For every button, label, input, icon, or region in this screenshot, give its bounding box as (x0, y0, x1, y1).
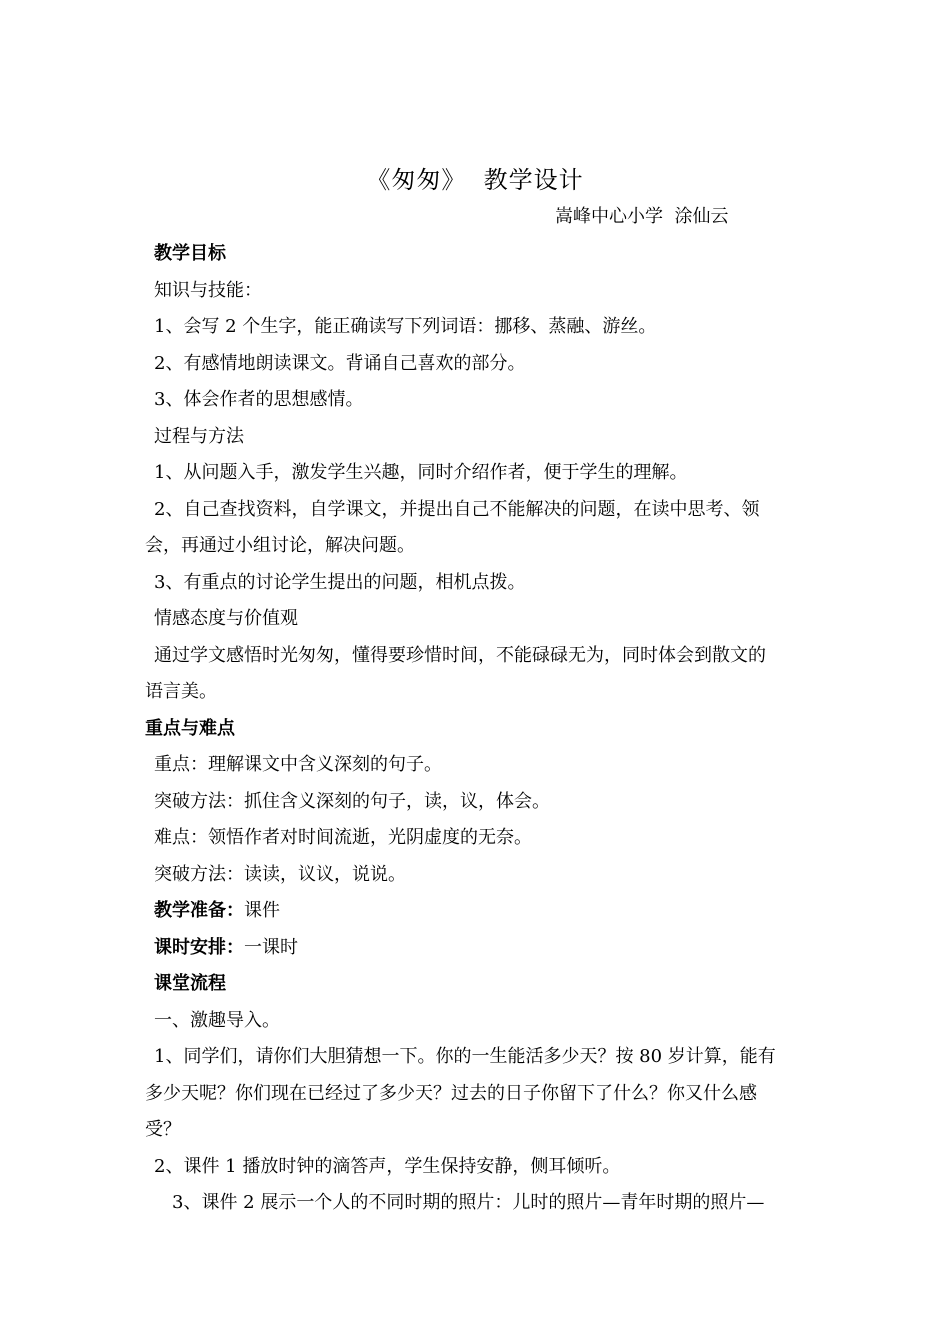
subheading-emotion-values: 情感态度与价值观 (154, 608, 298, 629)
paragraph-line: 难点：领悟作者对时间流逝，光阴虚度的无奈。 (154, 827, 532, 848)
paragraph-line: 重点：理解课文中含义深刻的句子。 (154, 754, 442, 775)
paragraph-line: 受？ (145, 1119, 181, 1140)
paragraph-line: 会，再通过小组讨论，解决问题。 (145, 535, 415, 556)
subheading-process-methods: 过程与方法 (154, 425, 244, 447)
paragraph-line: 1、会写 2 个生字，能正确读写下列词语：挪移、蒸融、游丝。 (154, 316, 657, 337)
teaching-preparation-label: 教学准备： (154, 900, 244, 921)
document-title: 《匆匆》 教学设计 (366, 166, 584, 194)
teaching-preparation-line (145, 893, 807, 930)
class-hours-line (145, 930, 807, 967)
paragraph-line: 通过学文感悟时光匆匆，懂得要珍惜时间，不能碌碌无为，同时体会到散文的 (154, 644, 766, 666)
paragraph-line: 1、同学们，请你们大胆猜想一下。你的一生能活多少天？按 80 岁计算，能有 (154, 1046, 776, 1067)
paragraph-line: 2、课件 1 播放时钟的滴答声，学生保持安静，侧耳倾听。 (154, 1155, 621, 1177)
heading-class-process: 课堂流程 (154, 973, 226, 994)
paragraph-line: 2、有感情地朗读课文。背诵自己喜欢的部分。 (154, 352, 526, 374)
class-hours-value: 一课时 (244, 936, 298, 958)
paragraph-line: 突破方法：抓住含义深刻的句子，读，议，体会。 (154, 790, 550, 812)
heading-key-difficult-points: 重点与难点 (145, 717, 235, 739)
paragraph-line: 3、有重点的讨论学生提出的问题，相机点拨。 (154, 571, 526, 593)
paragraph-line: 3、体会作者的思想感情。 (154, 389, 364, 410)
document-author: 嵩峰中心小学 涂仙云 (555, 206, 729, 227)
section-intro: 一、激趣导入。 (154, 1009, 280, 1031)
document-body (145, 236, 807, 1222)
paragraph-line: 多少天呢？你们现在已经过了多少天？过去的日子你留下了什么？你又什么感 (145, 1082, 757, 1104)
paragraph-line: 语言美。 (145, 681, 217, 702)
class-hours-label: 课时安排： (154, 936, 244, 958)
paragraph-line: 1、从问题入手，激发学生兴趣，同时介绍作者，便于学生的理解。 (154, 462, 688, 483)
subheading-knowledge-skills: 知识与技能： (154, 279, 262, 301)
paragraph-line: 突破方法：读读，议议，说说。 (154, 863, 406, 885)
heading-teaching-goals: 教学目标 (154, 243, 226, 264)
teaching-preparation-value: 课件 (244, 900, 280, 921)
paragraph-line: 3、课件 2 展示一个人的不同时期的照片：儿时的照片—青年时期的照片— (172, 1192, 765, 1213)
paragraph-line: 2、自己查找资料，自学课文，并提出自己不能解决的问题，在读中思考、领 (154, 498, 760, 520)
